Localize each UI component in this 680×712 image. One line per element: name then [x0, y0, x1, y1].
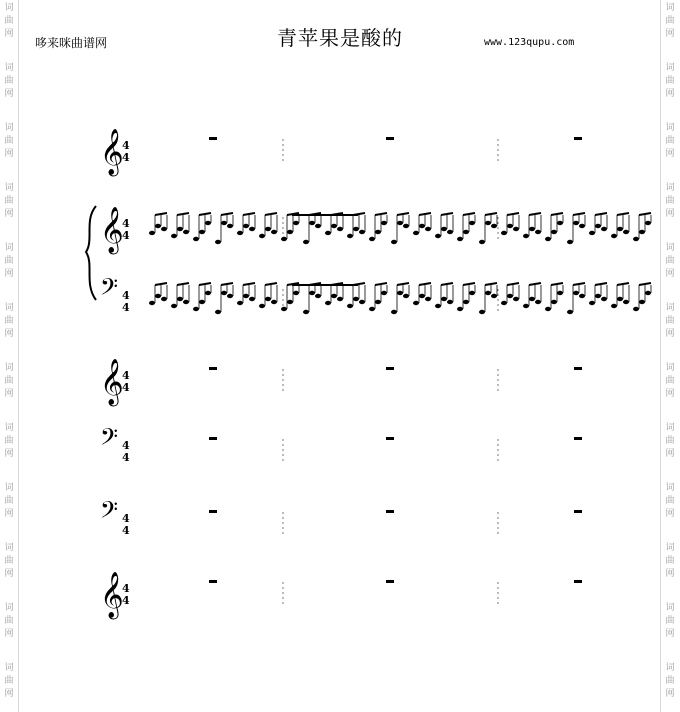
watermark-char: 词 [665, 183, 675, 193]
note-beam [441, 283, 453, 285]
note-head [469, 291, 475, 295]
note-head [325, 231, 331, 235]
watermark-char: 网 [665, 89, 675, 99]
note-head [623, 230, 629, 234]
note-beam [441, 213, 453, 215]
watermark-char: 网 [4, 389, 14, 399]
watermark-char: 曲 [4, 556, 14, 566]
note-head [435, 304, 441, 308]
note-head [611, 304, 617, 308]
whole-rest [574, 137, 582, 140]
note-head [601, 297, 607, 301]
note-head [199, 300, 205, 304]
note-head [331, 294, 337, 298]
note-beam [155, 283, 167, 285]
watermark-char: 词 [665, 303, 675, 313]
note-head [589, 301, 595, 305]
note-head [425, 227, 431, 231]
note-beam [573, 213, 585, 215]
time-signature-bottom: 4 [122, 151, 130, 164]
note-beam [551, 213, 563, 215]
note-head [249, 297, 255, 301]
whole-rest [574, 437, 582, 440]
watermark-char: 词 [665, 243, 675, 253]
note-beam [463, 213, 475, 215]
note-beam [243, 213, 255, 215]
whole-rest [386, 137, 394, 140]
watermark-char: 词 [4, 183, 14, 193]
note-head [287, 230, 293, 234]
note-head [485, 291, 491, 295]
watermark-char: 网 [665, 629, 675, 639]
whole-rest [574, 367, 582, 370]
note-beam [199, 283, 211, 285]
whole-rest [386, 367, 394, 370]
note-head [303, 240, 309, 244]
watermark-char: 曲 [4, 76, 14, 86]
note-head [309, 221, 315, 225]
note-head [381, 221, 387, 225]
whole-rest [574, 510, 582, 513]
note-head [491, 294, 497, 298]
note-head [149, 301, 155, 305]
note-head [315, 294, 321, 298]
note-head [215, 240, 221, 244]
watermark-char: 词 [4, 303, 14, 313]
note-head [353, 227, 359, 231]
note-head [463, 230, 469, 234]
note-head [193, 307, 199, 311]
note-head [293, 221, 299, 225]
watermark-char: 网 [665, 689, 675, 699]
note-beam [639, 283, 651, 285]
note-head [359, 300, 365, 304]
note-head [265, 297, 271, 301]
staff-5 [100, 423, 582, 464]
note-head [315, 224, 321, 228]
time-signature-bottom: 4 [122, 594, 130, 607]
watermark-char: 曲 [4, 16, 14, 26]
piano-brace [86, 206, 96, 300]
note-head [623, 300, 629, 304]
note-head [215, 310, 221, 314]
note-head [347, 304, 353, 308]
note-beam [375, 283, 387, 285]
note-beam [375, 213, 387, 215]
note-head [523, 234, 529, 238]
note-beam [595, 213, 607, 215]
note-beam [221, 213, 233, 215]
note-head [419, 224, 425, 228]
watermark-char: 词 [4, 663, 14, 673]
note-head [579, 224, 585, 228]
watermark-char: 词 [4, 603, 14, 613]
time-signature-top: 4 [122, 289, 130, 302]
note-head [199, 230, 205, 234]
note-head [193, 237, 199, 241]
note-head [287, 300, 293, 304]
watermark-char: 词 [665, 603, 675, 613]
note-head [347, 234, 353, 238]
note-head [325, 301, 331, 305]
note-head [221, 291, 227, 295]
note-head [369, 237, 375, 241]
note-beam [463, 283, 475, 285]
note-head [535, 300, 541, 304]
note-head [557, 221, 563, 225]
whole-rest [209, 510, 217, 513]
note-head [369, 307, 375, 311]
watermark-char: 网 [665, 269, 675, 279]
note-head [243, 294, 249, 298]
watermark-char: 网 [665, 569, 675, 579]
watermark-char: 网 [4, 89, 14, 99]
watermark-char: 曲 [4, 616, 14, 626]
note-head [205, 221, 211, 225]
note-beam [221, 283, 233, 285]
whole-rest [209, 137, 217, 140]
note-beam [507, 283, 519, 285]
note-beam [551, 283, 563, 285]
watermark-char: 词 [4, 123, 14, 133]
watermark-char: 网 [4, 569, 14, 579]
note-beam [397, 213, 409, 215]
note-head [183, 230, 189, 234]
watermark-char: 网 [665, 449, 675, 459]
note-head [523, 304, 529, 308]
note-head [463, 300, 469, 304]
note-head [271, 300, 277, 304]
watermark-char: 词 [4, 363, 14, 373]
time-signature-top: 4 [122, 217, 130, 230]
watermark-char: 网 [665, 389, 675, 399]
time-signature-bottom: 4 [122, 451, 130, 464]
whole-rest [209, 437, 217, 440]
watermark-char: 词 [4, 423, 14, 433]
note-head [403, 294, 409, 298]
note-head [457, 237, 463, 241]
time-signature-bottom: 4 [122, 381, 130, 394]
site-url[interactable]: www.123qupu.com [484, 37, 575, 48]
note-head [337, 297, 343, 301]
note-head [397, 291, 403, 295]
note-head [419, 294, 425, 298]
note-head [567, 240, 573, 244]
watermark-char: 曲 [4, 496, 14, 506]
note-head [485, 221, 491, 225]
note-head [441, 297, 447, 301]
staff-3 [100, 273, 651, 314]
whole-rest [386, 580, 394, 583]
watermark-char: 曲 [665, 676, 675, 686]
whole-rest [386, 437, 394, 440]
watermark-char: 网 [4, 209, 14, 219]
note-head [513, 227, 519, 231]
note-head [171, 234, 177, 238]
note-head [491, 224, 497, 228]
note-head [601, 227, 607, 231]
note-head [331, 224, 337, 228]
note-head [171, 304, 177, 308]
bass-clef-icon: 𝄢 [100, 496, 119, 529]
note-head [281, 307, 287, 311]
bass-clef-icon: 𝄢 [100, 273, 119, 306]
note-head [403, 224, 409, 228]
watermark-char: 词 [4, 483, 14, 493]
note-head [237, 301, 243, 305]
note-head [271, 230, 277, 234]
note-head [149, 231, 155, 235]
watermark-char: 网 [4, 29, 14, 39]
note-head [281, 237, 287, 241]
watermark-char: 曲 [665, 316, 675, 326]
watermark-char: 曲 [4, 256, 14, 266]
time-signature-top: 4 [122, 582, 130, 595]
note-head [265, 227, 271, 231]
watermark-char: 网 [4, 269, 14, 279]
note-head [397, 221, 403, 225]
note-beam [573, 283, 585, 285]
note-head [337, 227, 343, 231]
watermark-char: 网 [4, 629, 14, 639]
watermark-char: 曲 [665, 556, 675, 566]
note-beam [265, 213, 277, 215]
note-head [573, 221, 579, 225]
note-head [391, 310, 397, 314]
watermark-char: 曲 [665, 196, 675, 206]
whole-rest [574, 580, 582, 583]
watermark-char: 曲 [4, 316, 14, 326]
watermark-char: 词 [665, 423, 675, 433]
note-beam [529, 283, 541, 285]
watermark-char: 曲 [665, 16, 675, 26]
watermark-char: 曲 [665, 376, 675, 386]
watermark-char: 曲 [4, 376, 14, 386]
treble-clef-icon: 𝄞 [100, 207, 124, 253]
treble-clef-icon: 𝄞 [100, 359, 124, 405]
note-head [469, 221, 475, 225]
note-head [237, 231, 243, 235]
staves-group [86, 129, 651, 620]
watermark-char: 网 [665, 329, 675, 339]
note-head [479, 240, 485, 244]
time-signature-top: 4 [122, 512, 130, 525]
note-head [639, 300, 645, 304]
note-beam [177, 283, 189, 285]
note-beam [177, 213, 189, 215]
note-head [359, 230, 365, 234]
note-head [259, 304, 265, 308]
watermark-char: 网 [4, 149, 14, 159]
watermark-char: 词 [4, 543, 14, 553]
note-beam [485, 283, 497, 285]
note-head [645, 221, 651, 225]
note-head [617, 297, 623, 301]
note-head [425, 297, 431, 301]
treble-clef-icon: 𝄞 [100, 129, 124, 175]
note-head [303, 310, 309, 314]
note-head [545, 237, 551, 241]
note-head [479, 310, 485, 314]
watermark-char: 词 [665, 123, 675, 133]
note-beam [617, 213, 629, 215]
note-head [441, 227, 447, 231]
note-head [293, 291, 299, 295]
watermark-char: 曲 [665, 496, 675, 506]
whole-rest [209, 367, 217, 370]
note-head [227, 224, 233, 228]
watermark-char: 网 [4, 329, 14, 339]
note-head [457, 307, 463, 311]
note-beam [265, 283, 277, 285]
note-head [413, 301, 419, 305]
watermark-char: 网 [665, 149, 675, 159]
note-head [309, 291, 315, 295]
note-head [611, 234, 617, 238]
watermark-char: 曲 [4, 136, 14, 146]
note-head [557, 291, 563, 295]
watermark-char: 词 [665, 363, 675, 373]
watermark-char: 网 [665, 209, 675, 219]
watermark-char: 词 [665, 483, 675, 493]
note-head [579, 294, 585, 298]
note-head [177, 227, 183, 231]
watermark-char: 网 [4, 509, 14, 519]
note-beam [529, 213, 541, 215]
watermark-char: 曲 [4, 196, 14, 206]
note-beam [507, 213, 519, 215]
note-head [413, 231, 419, 235]
note-beam [419, 283, 431, 285]
note-head [391, 240, 397, 244]
note-head [161, 297, 167, 301]
staff-1 [100, 129, 582, 177]
watermark-char: 曲 [4, 436, 14, 446]
watermark-char: 曲 [665, 436, 675, 446]
note-beam [155, 213, 167, 215]
note-head [551, 300, 557, 304]
note-head [183, 300, 189, 304]
watermark-char: 词 [665, 543, 675, 553]
note-beam [595, 283, 607, 285]
note-head [249, 227, 255, 231]
note-head [567, 310, 573, 314]
song-title: 青苹果是酸的 [277, 26, 403, 50]
note-head [595, 224, 601, 228]
note-head [589, 231, 595, 235]
whole-rest [386, 510, 394, 513]
watermark-char: 网 [665, 29, 675, 39]
note-head [551, 230, 557, 234]
note-beam [617, 283, 629, 285]
note-head [205, 291, 211, 295]
note-beam [243, 283, 255, 285]
note-beam [419, 213, 431, 215]
note-head [573, 291, 579, 295]
note-head [353, 297, 359, 301]
watermark-char: 曲 [665, 616, 675, 626]
watermark-char: 词 [4, 63, 14, 73]
note-beam [199, 213, 211, 215]
note-head [535, 230, 541, 234]
watermark-char: 词 [665, 63, 675, 73]
watermark-char: 曲 [665, 136, 675, 146]
note-head [447, 230, 453, 234]
watermark-char: 网 [4, 449, 14, 459]
note-head [259, 234, 265, 238]
treble-clef-icon: 𝄞 [100, 572, 124, 618]
note-head [501, 301, 507, 305]
watermark-char: 曲 [665, 256, 675, 266]
time-signature-top: 4 [122, 439, 130, 452]
note-head [227, 294, 233, 298]
note-head [545, 307, 551, 311]
note-head [243, 224, 249, 228]
note-head [221, 221, 227, 225]
note-head [633, 237, 639, 241]
time-signature-top: 4 [122, 139, 130, 152]
note-head [375, 300, 381, 304]
note-head [633, 307, 639, 311]
bass-clef-icon: 𝄢 [100, 423, 119, 456]
staff-6 [100, 496, 582, 537]
note-head [595, 294, 601, 298]
staff-7 [100, 572, 582, 620]
time-signature-top: 4 [122, 369, 130, 382]
note-beam [397, 283, 409, 285]
time-signature-bottom: 4 [122, 524, 130, 537]
note-head [639, 230, 645, 234]
note-head [381, 291, 387, 295]
note-head [447, 300, 453, 304]
site-name: 哆来咪曲谱网 [35, 36, 108, 50]
note-head [435, 234, 441, 238]
staff-4 [100, 359, 582, 407]
note-head [617, 227, 623, 231]
note-head [177, 297, 183, 301]
watermark-char: 网 [665, 509, 675, 519]
watermark-char: 词 [4, 3, 14, 13]
note-head [507, 294, 513, 298]
whole-rest [209, 580, 217, 583]
watermark-char: 网 [4, 689, 14, 699]
watermark-char: 词 [665, 3, 675, 13]
note-beam [639, 213, 651, 215]
note-head [375, 230, 381, 234]
note-head [645, 291, 651, 295]
note-head [529, 297, 535, 301]
watermark-char: 词 [665, 663, 675, 673]
staff-2 [100, 207, 651, 255]
note-head [161, 227, 167, 231]
note-head [507, 224, 513, 228]
note-head [155, 294, 161, 298]
time-signature-bottom: 4 [122, 229, 130, 242]
note-head [529, 227, 535, 231]
note-head [155, 224, 161, 228]
note-head [513, 297, 519, 301]
watermark-char: 词 [4, 243, 14, 253]
note-head [501, 231, 507, 235]
note-beam [485, 213, 497, 215]
watermark-char: 曲 [665, 76, 675, 86]
time-signature-bottom: 4 [122, 301, 130, 314]
watermark-char: 曲 [4, 676, 14, 686]
